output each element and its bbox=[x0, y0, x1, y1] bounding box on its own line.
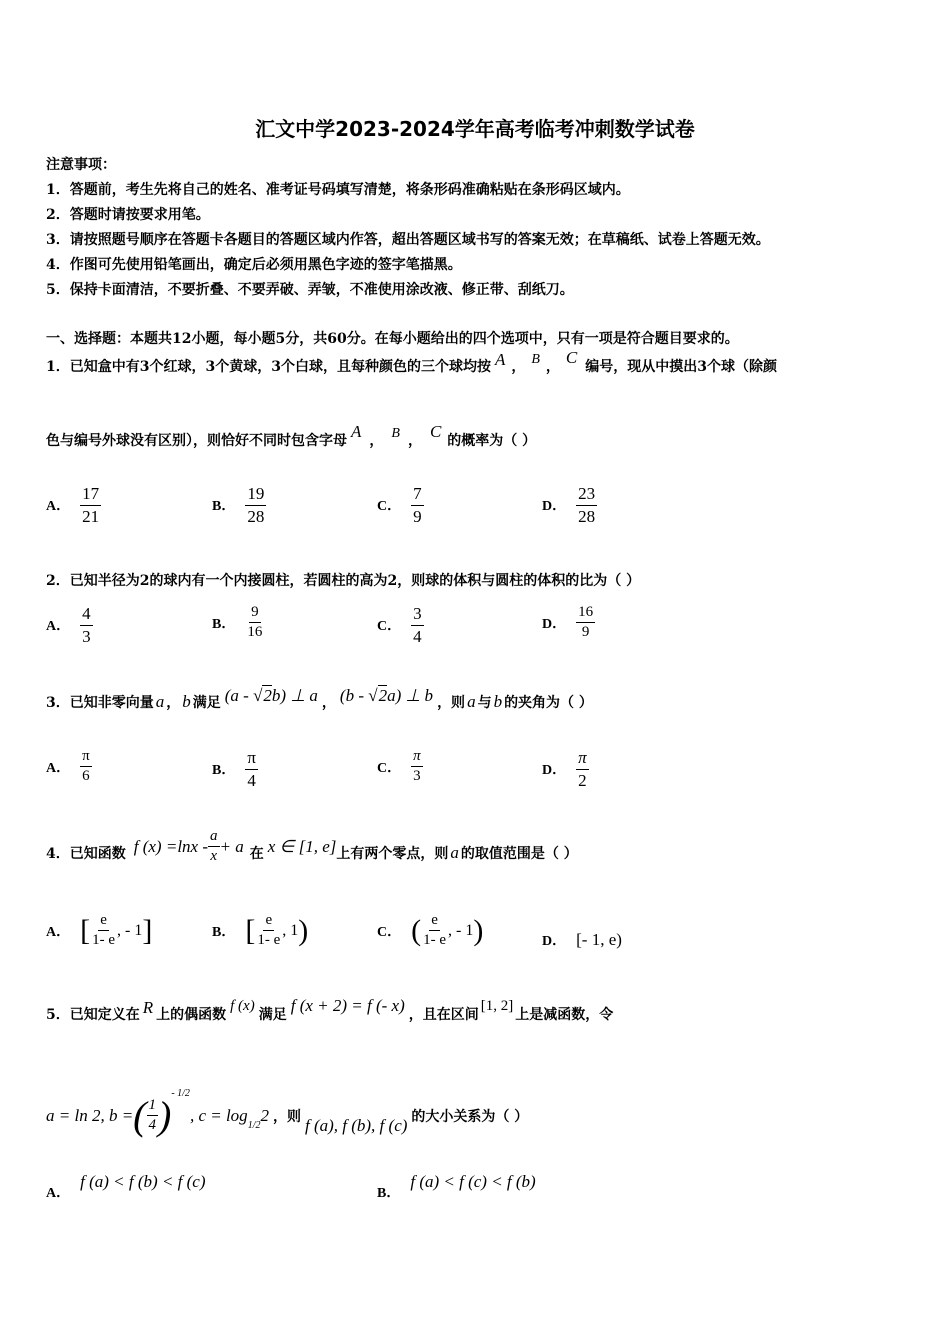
question-5-option-a[interactable] bbox=[46, 1172, 206, 1201]
function-values: f (a), f (b), f (c) bbox=[304, 1115, 408, 1135]
option-label: B． bbox=[212, 924, 236, 940]
letter-a: A bbox=[351, 422, 362, 441]
vector-a: a bbox=[155, 692, 165, 711]
note-item: 3．请按照题号顺序在答题卡各题目的答题区域内作答，超出答题区域书写的答案无效；在草稿纸、试卷上答题无效。 bbox=[46, 232, 770, 248]
question-5-text: ，且在区间 bbox=[408, 1007, 479, 1023]
fraction-numerator: 19 bbox=[245, 484, 266, 506]
option-label: B． bbox=[212, 616, 236, 632]
separator: ， bbox=[166, 695, 181, 711]
option-label: C． bbox=[377, 499, 402, 515]
fraction-numerator: 3 bbox=[411, 604, 424, 626]
domain-expression: x ∈ [1, e] bbox=[267, 836, 337, 856]
question-3-option-a[interactable] bbox=[46, 748, 92, 786]
option-label: B． bbox=[377, 1186, 401, 1201]
fraction-denominator: 9 bbox=[581, 624, 590, 641]
fraction-denominator: 3 bbox=[413, 768, 421, 785]
question-5-text: 的大小关系为（ ） bbox=[411, 1108, 529, 1125]
fraction-denominator: 4 bbox=[413, 626, 422, 646]
note-item: 1．答题前，考生先将自己的姓名、准考证号码填写清楚，将条形码准确粘贴在条形码区域内。 bbox=[46, 182, 630, 198]
question-1-text: 的概率为（ ） bbox=[447, 433, 537, 449]
letter-c: C bbox=[565, 348, 578, 367]
vector-a: a bbox=[467, 692, 476, 711]
question-5-text: 满足 bbox=[258, 1007, 287, 1023]
page-title: 汇文中学2023-2024学年高考临考冲刺数学试卷 bbox=[255, 117, 695, 141]
set-r: R bbox=[142, 998, 154, 1017]
question-2-option-b[interactable] bbox=[212, 604, 264, 642]
function-definition: f (x) =lnx - $\frac{a}{x}$ + a bbox=[133, 828, 244, 865]
question-3-text: 满足 bbox=[192, 695, 221, 711]
option-label: A． bbox=[46, 499, 71, 515]
question-4-option-b[interactable] bbox=[212, 912, 308, 950]
question-1-option-a[interactable] bbox=[46, 484, 101, 526]
fraction-numerator: 7 bbox=[411, 484, 424, 506]
letter-b: B bbox=[391, 426, 400, 441]
question-4-line bbox=[46, 828, 578, 872]
letter-b: B bbox=[531, 352, 540, 367]
definitions-expression: a = ln 2, b = ( $\frac{1}{4}$ ) - 1/2 , c = log 1/2 2 bbox=[46, 1088, 269, 1138]
option-label: A． bbox=[46, 760, 71, 776]
question-4-text: 的取值范围是（ ） bbox=[460, 845, 578, 862]
fraction-denominator: 2 bbox=[578, 770, 587, 790]
separator: ， bbox=[407, 433, 422, 449]
separator: ， bbox=[369, 433, 384, 449]
question-3-line bbox=[46, 686, 593, 712]
option-label: A． bbox=[46, 924, 71, 940]
function-fx: f (x) bbox=[230, 997, 255, 1014]
question-5-text: 5．已知定义在 bbox=[46, 1007, 140, 1023]
question-3-option-b[interactable] bbox=[212, 748, 258, 790]
question-5-text: 上是减函数，令 bbox=[515, 1007, 614, 1023]
interval-expression: [- 1, e) bbox=[576, 930, 622, 949]
question-1-line-2 bbox=[46, 422, 537, 450]
vector-b: b bbox=[182, 692, 191, 711]
question-2-option-d[interactable] bbox=[542, 604, 595, 642]
question-1-option-c[interactable] bbox=[377, 484, 424, 526]
letter-c: C bbox=[429, 422, 442, 441]
fraction-numerator: 17 bbox=[80, 484, 101, 506]
question-1-option-d[interactable] bbox=[542, 484, 597, 526]
inequality-expression: f (a) < f (b) < f (c) bbox=[80, 1172, 206, 1191]
question-5-text: ，则 bbox=[272, 1108, 301, 1125]
fraction-numerator: π bbox=[80, 748, 92, 767]
fraction-denominator: 6 bbox=[82, 768, 90, 785]
option-label: C． bbox=[377, 619, 402, 635]
question-3-text: 的夹角为（ ） bbox=[504, 695, 593, 711]
fraction-denominator: 28 bbox=[247, 506, 265, 526]
condition-1: (a - √2b) ⊥ a bbox=[224, 686, 318, 705]
question-2-text: 2．已知半径为2的球内有一个内接圆柱，若圆柱的高为2，则球的体积与圆柱的体积的比为（ ） bbox=[46, 573, 641, 589]
fraction-denominator: 16 bbox=[247, 624, 263, 641]
note-item: 4．作图可先使用铅笔画出，确定后必须用黑色字迹的签字笔描黑。 bbox=[46, 257, 462, 273]
sqrt-sign: √ bbox=[368, 686, 378, 705]
sqrt-sign: √ bbox=[253, 686, 263, 705]
vector-b: b bbox=[493, 692, 503, 711]
question-3-option-c[interactable] bbox=[377, 748, 423, 786]
option-label: B． bbox=[212, 763, 236, 779]
option-label: B． bbox=[212, 499, 236, 515]
question-2-option-a[interactable] bbox=[46, 604, 93, 646]
question-4-text: 在 bbox=[249, 845, 264, 862]
question-4-option-a[interactable] bbox=[46, 912, 152, 950]
note-item: 2．答题时请按要求用笔。 bbox=[46, 207, 210, 223]
option-label: D． bbox=[542, 616, 567, 632]
question-3-text: 与 bbox=[477, 695, 492, 711]
question-4-text: 上有两个零点，则 bbox=[336, 845, 449, 862]
question-1-line-1 bbox=[46, 348, 778, 376]
separator: ， bbox=[321, 695, 336, 711]
interval-expression: [ $\frac{e}{1- e}$ , 1 ) bbox=[245, 912, 309, 949]
fraction-numerator: 4 bbox=[80, 604, 93, 626]
option-label: D． bbox=[542, 499, 567, 515]
interval: [1, 2] bbox=[480, 997, 514, 1014]
separator: ， bbox=[545, 359, 560, 375]
fraction-denominator: 28 bbox=[578, 506, 596, 526]
option-label: A． bbox=[46, 1186, 71, 1201]
fraction-numerator: π bbox=[411, 748, 423, 767]
option-label: C． bbox=[377, 760, 402, 776]
fraction-denominator: 3 bbox=[82, 626, 91, 646]
question-1-text: 编号，现从中摸出3个球（除颜 bbox=[585, 359, 778, 375]
interval-expression: ( $\frac{e}{1- e}$ , - 1 ) bbox=[411, 912, 484, 949]
question-5-text: 上的偶函数 bbox=[156, 1007, 227, 1023]
fraction-denominator: 9 bbox=[413, 506, 422, 526]
fraction-numerator: π bbox=[576, 748, 589, 770]
inequality-expression: f (a) < f (c) < f (b) bbox=[410, 1172, 536, 1191]
functional-equation: f (x + 2) = f (- x) bbox=[290, 996, 405, 1015]
fraction-numerator: 16 bbox=[576, 604, 595, 623]
condition-2: (b - √2a) ⊥ b bbox=[339, 686, 434, 705]
section-heading: 一、选择题：本题共12小题，每小题5分，共60分。在每小题给出的四个选项中，只有一项是符合题目要求的。 bbox=[46, 331, 739, 347]
question-5-line-2 bbox=[46, 1088, 529, 1139]
question-4-text: 4．已知函数 bbox=[46, 845, 126, 862]
question-2-option-c[interactable] bbox=[377, 604, 424, 646]
fraction-numerator: 9 bbox=[249, 604, 261, 623]
fraction-numerator: π bbox=[245, 748, 258, 770]
variable-a: a bbox=[450, 842, 459, 862]
question-1-text: 色与编号外球没有区别），则恰好不同时包含字母 bbox=[46, 433, 347, 449]
question-5-option-b[interactable] bbox=[377, 1172, 536, 1201]
question-3-option-d[interactable] bbox=[542, 748, 589, 790]
question-3-text: ，则 bbox=[437, 695, 466, 711]
fraction-denominator: 21 bbox=[82, 506, 100, 526]
question-1-option-b[interactable] bbox=[212, 484, 266, 526]
fraction-denominator: 4 bbox=[247, 770, 256, 790]
option-label: C． bbox=[377, 924, 402, 940]
letter-a: A bbox=[494, 350, 506, 369]
fraction-numerator: 23 bbox=[576, 484, 597, 506]
interval-expression: [ $\frac{e}{1- e}$ , - 1 ] bbox=[80, 912, 153, 949]
question-4-option-c[interactable] bbox=[377, 912, 483, 950]
notes-heading: 注意事项： bbox=[46, 157, 116, 173]
question-1-text: 1．已知盒中有3个红球，3个黄球，3个白球，且每种颜色的三个球均按 bbox=[46, 359, 491, 375]
separator: ， bbox=[511, 359, 526, 375]
option-label: A． bbox=[46, 619, 71, 635]
option-label: D． bbox=[542, 934, 567, 949]
option-label: D． bbox=[542, 763, 567, 779]
question-5-line-1 bbox=[46, 996, 614, 1024]
note-item: 5．保持卡面清洁，不要折叠、不要弄破、弄皱，不准使用涂改液、修正带、刮纸刀。 bbox=[46, 282, 574, 298]
question-4-option-d[interactable] bbox=[542, 930, 622, 950]
question-3-text: 3．已知非零向量 bbox=[46, 695, 154, 711]
